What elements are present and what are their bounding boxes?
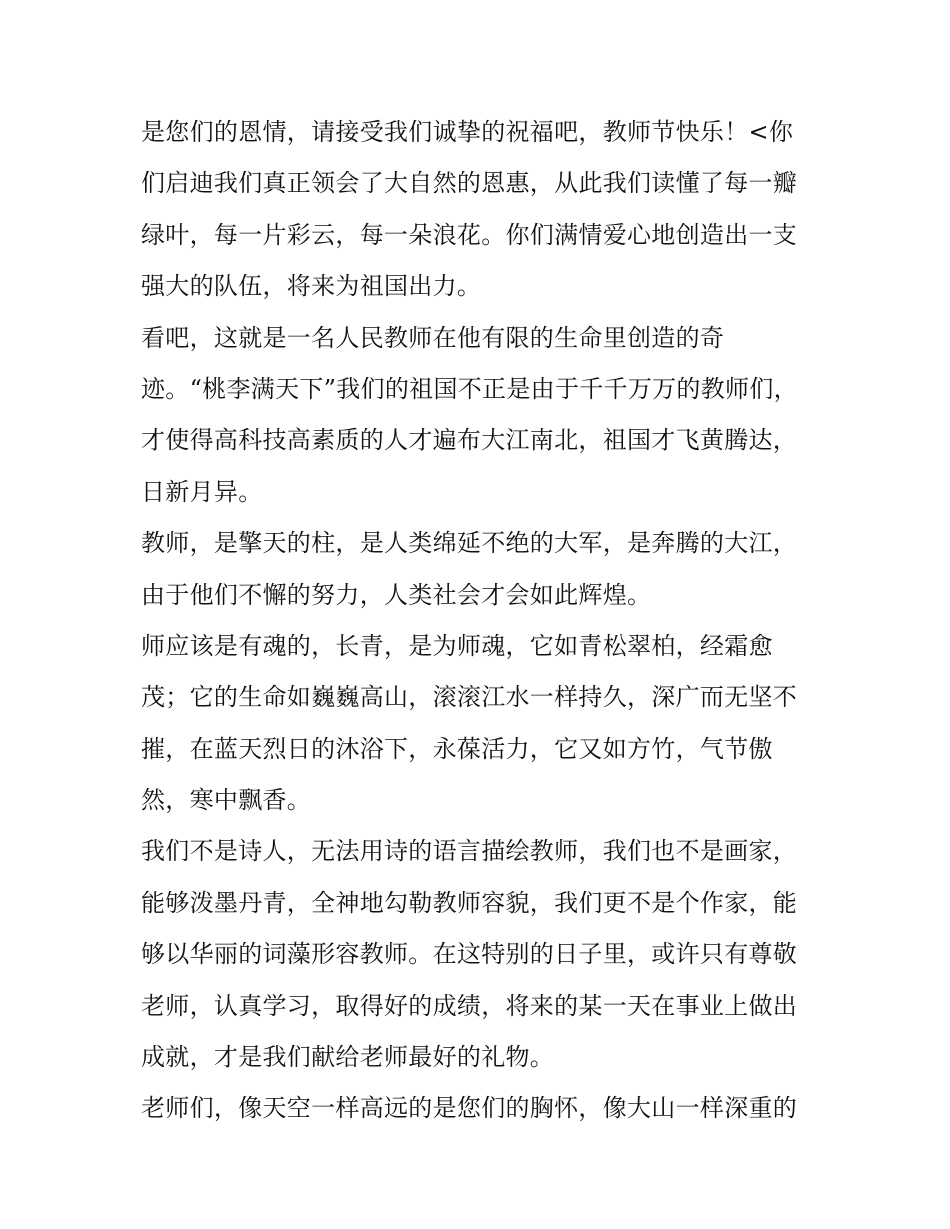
text-line: 绿叶，每一片彩云，每一朵浪花。你们满情爱心地创造出一支 (141, 220, 798, 249)
text-line: 成就，才是我们献给老师最好的礼物。 (141, 1043, 555, 1072)
text-line: 日新月异。 (141, 477, 263, 506)
text-line: 能够泼墨丹青，全神地勾勒教师容貌，我们更不是个作家，能 (141, 888, 798, 917)
text-line: 强大的队伍，将来为祖国出力。 (141, 272, 482, 301)
text-line: 迹。“桃李满天下”我们的祖国不正是由于千千万万的教师们， (141, 374, 798, 403)
document-body (141, 107, 821, 1135)
text-line: 摧，在蓝天烈日的沐浴下，永葆活力，它又如方竹，气节傲 (141, 734, 773, 763)
text-line: 看吧，这就是一名人民教师在他有限的生命里创造的奇 (141, 323, 725, 352)
text-line: 老师们，像天空一样高远的是您们的胸怀，像大山一样深重的 (141, 1094, 798, 1123)
text-line: 们启迪我们真正领会了大自然的恩惠，从此我们读懂了每一瓣 (141, 169, 798, 198)
text-line: 茂；它的生命如巍巍高山，滚滚江水一样持久，深广而无坚不 (141, 683, 798, 712)
text-line: 教师，是擎天的柱，是人类绵延不绝的大军，是奔腾的大江， (141, 529, 798, 558)
text-line: 够以华丽的词藻形容教师。在这特别的日子里，或许只有尊敬 (141, 940, 798, 969)
text-line: 师应该是有魂的，长青，是为师魂，它如青松翠柏，经霜愈 (141, 631, 773, 660)
text-line: 才使得高科技高素质的人才遍布大江南北，祖国才飞黄腾达， (141, 426, 798, 455)
text-line: 我们不是诗人，无法用诗的语言描绘教师，我们也不是画家， (141, 837, 798, 866)
text-line: 然，寒中飘香。 (141, 786, 312, 815)
text-line: 老师，认真学习，取得好的成绩，将来的某一天在事业上做出 (141, 991, 798, 1020)
text-line: 由于他们不懈的努力，人类社会才会如此辉煌。 (141, 580, 652, 609)
text-line: 是您们的恩情，请接受我们诚挚的祝福吧，教师节快乐！<你 (141, 118, 794, 146)
